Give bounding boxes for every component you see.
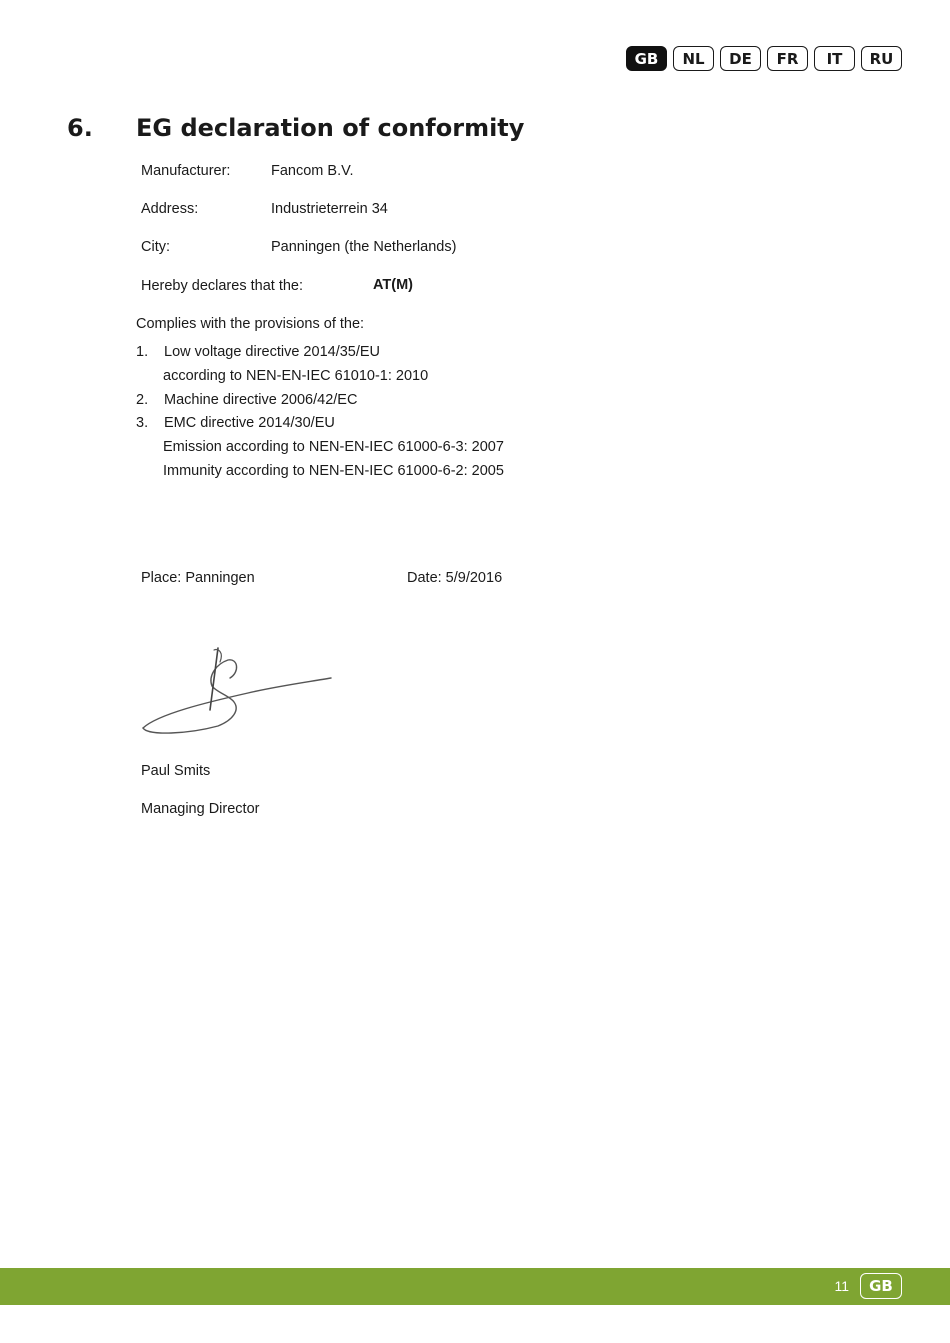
directive-2-number: 2. [136,392,149,408]
footer-lang-badge: GB [860,1273,902,1299]
signatory-role: Managing Director [141,801,260,817]
page-number: 11 [834,1278,849,1294]
directive-3-number: 3. [136,415,149,431]
address-label: Address: [141,201,199,217]
place: Place: Panningen [141,570,255,586]
date: Date: 5/9/2016 [407,570,503,586]
lang-tab-gb[interactable]: GB [626,46,667,71]
directive-3-text: EMC directive 2014/30/EU [164,415,335,431]
lang-tab-nl[interactable]: NL [673,46,714,71]
directive-2-text: Machine directive 2006/42/EC [164,392,358,408]
footer-bar [0,1268,950,1305]
language-tabs [626,46,902,71]
directive-1-number: 1. [136,344,149,360]
signature-image [138,640,338,745]
complies-intro: Complies with the provisions of the: [136,316,365,332]
directive-1-text: Low voltage directive 2014/35/EU [164,344,381,360]
manufacturer-value: Fancom B.V. [271,163,354,179]
signatory-name: Paul Smits [141,763,211,779]
lang-tab-ru[interactable]: RU [861,46,902,71]
section-number: 6. [67,114,93,142]
manufacturer-label: Manufacturer: [141,163,231,179]
page-title: EG declaration of conformity [136,114,525,142]
directive-3-emission: Emission according to NEN-EN-IEC 61000-6-3: 2007 [163,439,504,455]
directive-3-immunity: Immunity according to NEN-EN-IEC 61000-6-2: 2005 [163,463,504,479]
city-value: Panningen (the Netherlands) [271,239,457,255]
address-value: Industrieterrein 34 [271,201,388,217]
directive-1-standard: according to NEN-EN-IEC 61010-1: 2010 [163,368,429,384]
declares-label: Hereby declares that the: [141,278,304,294]
lang-tab-de[interactable]: DE [720,46,761,71]
lang-tab-it[interactable]: IT [814,46,855,71]
product-name: AT(M) [373,277,413,293]
lang-tab-fr[interactable]: FR [767,46,808,71]
city-label: City: [141,239,170,255]
